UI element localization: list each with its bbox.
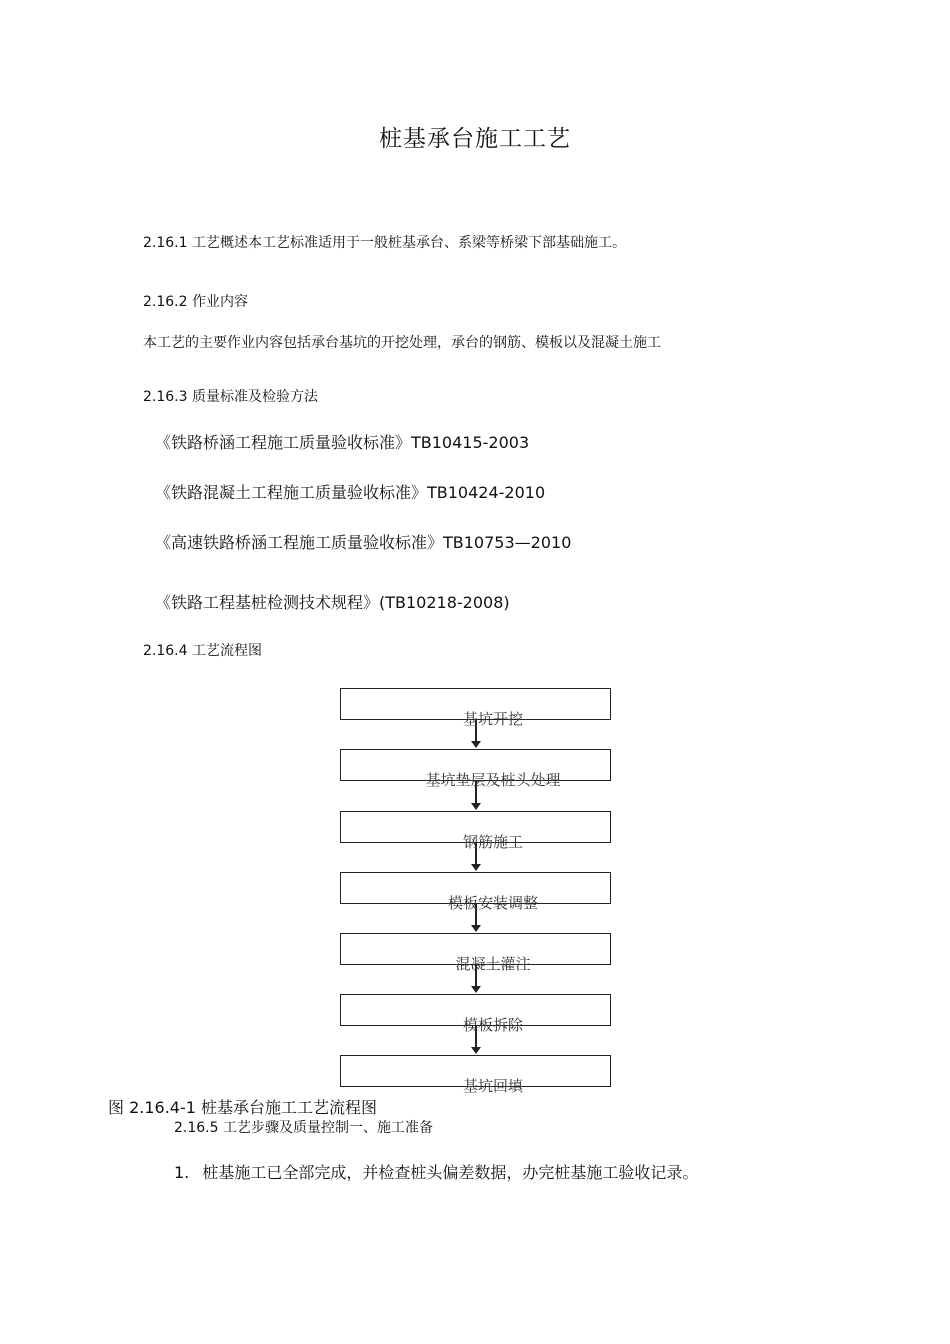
list-item-text: 桩基施工已全部完成，并检查桩头偏差数据，办完桩基施工验收记录。 (202, 1163, 699, 1182)
flow-step-label: 模板安装调整 (447, 894, 538, 912)
flow-arrow-head (471, 864, 481, 871)
section-2-16-1: 2.16.1 工艺概述本工艺标准适用于一般桩基承台、系梁等桥梁下部基础施工。 (143, 235, 626, 251)
flow-arrow-head (471, 1047, 481, 1054)
flow-arrow-head (471, 803, 481, 810)
standard-item: 《铁路混凝土工程施工质量验收标准》TB10424-2010 (155, 483, 546, 502)
section-2-16-4-heading: 2.16.4 工艺流程图 (143, 643, 262, 659)
flow-step-label: 基坑开挖 (462, 710, 523, 728)
section-2-16-3-heading: 2.16.3 质量标准及检验方法 (143, 389, 318, 405)
section-2-16-2-heading: 2.16.2 作业内容 (143, 294, 248, 310)
flow-step-label: 混凝土灌注 (455, 955, 531, 973)
standard-item: 《高速铁路桥涵工程施工质量验收标准》TB10753—2010 (155, 533, 572, 552)
flow-step-label: 基坑垫层及桩头处理 (425, 771, 561, 789)
list-item (174, 1160, 698, 1183)
flow-arrow-head (471, 986, 481, 993)
page-title: 桩基承台施工工艺 (379, 126, 571, 152)
flow-arrow-head (471, 741, 481, 748)
figure-caption: 图 2.16.4-1 桩基承台施工工艺流程图 (108, 1098, 378, 1117)
section-2-16-5-heading: 2.16.5 工艺步骤及质量控制一、施工准备 (174, 1120, 433, 1136)
flow-arrow-head (471, 925, 481, 932)
flow-step-label: 基坑回填 (462, 1077, 523, 1095)
list-item-number: 1. (174, 1163, 190, 1182)
standard-item: 《铁路桥涵工程施工质量验收标准》TB10415-2003 (155, 433, 530, 452)
standard-item: 《铁路工程基桩检测技术规程》(TB10218-2008) (155, 593, 510, 612)
section-2-16-2-body: 本工艺的主要作业内容包括承台基坑的开挖处理，承台的钢筋、模板以及混凝土施工 (143, 335, 661, 351)
flow-step-label: 钢筋施工 (462, 833, 523, 851)
flow-step-label: 模板拆除 (462, 1016, 523, 1034)
